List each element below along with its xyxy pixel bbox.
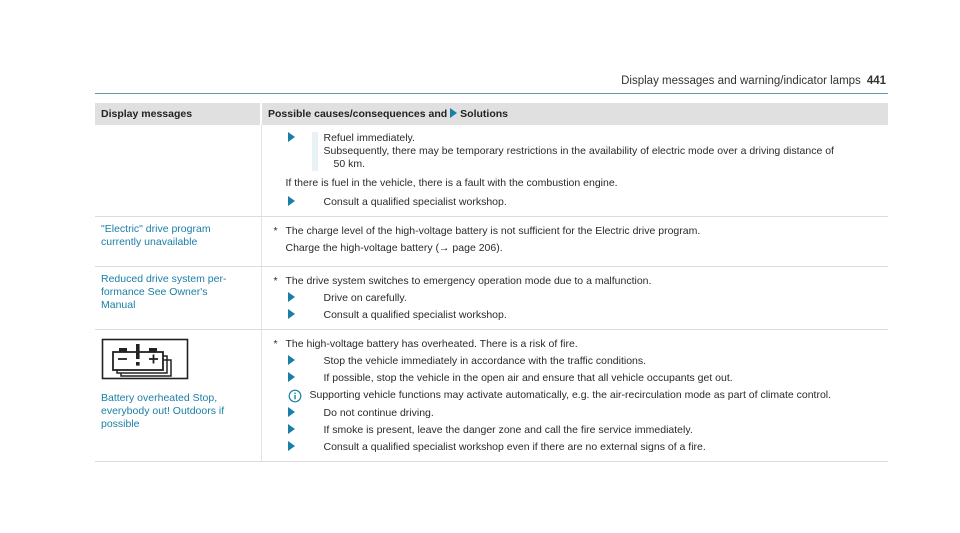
causes-cell [261,125,888,217]
solution-text: Charge the high-voltage battery (→ page 206). [285,242,503,254]
step-do-not-drive [268,407,883,420]
arrow-right-icon [288,441,295,451]
col-header-causes [261,103,888,125]
running-header-title: Display messages and warning/indicator lamps [621,75,861,87]
arrow-right-icon [288,132,295,142]
step-text: Do not continue driving. [323,407,434,419]
step-smoke [268,424,883,437]
message-text: Manual [101,299,136,311]
table-row [95,217,888,267]
step-stop-vehicle [268,355,883,368]
cause-text: The drive system switches to emergency operation mode due to a malfunction. [285,275,652,287]
arrow-right-icon [288,424,295,434]
info-note [268,389,883,403]
step-text: If smoke is present, leave the danger zone and call the fire service immediately. [323,424,693,436]
arrow-right-icon [288,372,295,382]
message-text: Reduced drive system per- [101,273,227,285]
step-refuel [268,132,883,171]
step-text: Stop the vehicle immediately in accordance with the traffic conditions. [323,355,647,367]
arrow-right-icon [288,292,295,302]
step-text: Consult a qualified specialist workshop even if there are no external signs of a fire. [323,441,706,453]
arrow-right-icon [450,108,457,118]
arrow-right-icon [288,196,295,206]
message-electric-drive [95,217,261,267]
step-text: Consult a qualified specialist workshop. [323,196,507,208]
step-get-out [268,372,883,385]
message-text: Battery overheated Stop, [101,392,218,404]
message-cell-empty [95,125,261,217]
causes-cell [261,217,888,267]
causes-cell [261,267,888,330]
step-text: Drive on carefully. [323,292,407,304]
table-row [95,330,888,462]
message-text: currently unavailable [101,236,198,248]
table-row [95,125,888,217]
note-text: Supporting vehicle functions may activate automatically, e.g. the air-recirculation mode as part of climate control. [309,389,832,401]
cause-text: The charge level of the high-voltage battery is not sufficient for the Electric drive program. [285,225,701,237]
table-header-row [95,103,888,125]
step-text: Subsequently, there may be temporary restrictions in the availability of electric mode over a driving distance of [323,145,834,157]
col-header-causes-label: Possible causes/consequences and [268,108,448,120]
col-header-solutions-label: Solutions [460,108,509,120]
step-drive-carefully [268,292,883,305]
step-consult [268,309,883,322]
col-header-display-messages: Display messages [95,103,261,125]
arrow-right-icon [288,407,295,417]
message-reduced-performance [95,267,261,330]
table-row [95,267,888,330]
step-text: Refuel immediately. [323,132,415,144]
step-text: 50 km. [333,158,366,170]
message-text: "Electric" drive program [101,223,211,235]
arrow-right-icon [288,309,295,319]
battery-warning-icon [101,338,189,380]
info-icon [288,389,302,403]
step-consult [268,196,883,209]
message-text: formance See Owner's [101,286,208,298]
cause-item: * The high-voltage battery has overheated. There is a risk of fire. [273,338,578,350]
message-battery-overheated [95,330,261,462]
running-header [621,75,886,87]
step-text: Consult a qualified specialist workshop. [323,309,507,321]
arrow-right-icon [288,355,295,365]
header-rule [95,93,888,94]
step-consult [268,441,883,454]
cause-item: * The drive system switches to emergency operation mode due to a malfunction. [273,275,652,287]
display-messages-table [95,103,888,462]
message-text: everybody out! Outdoors if [101,405,225,417]
cause-text: The high-voltage battery has overheated. There is a risk of fire. [285,338,578,350]
fault-paragraph: If there is fuel in the vehicle, there is a fault with the combustion engine. [285,177,618,189]
step-text: If possible, stop the vehicle in the open air and ensure that all vehicle occupants get out. [323,372,733,384]
page-number: 441 [866,75,886,87]
message-text: possible [101,418,140,430]
cause-item: * The charge level of the high-voltage battery is not sufficient for the Electric drive program. [273,225,701,237]
causes-cell [261,330,888,462]
